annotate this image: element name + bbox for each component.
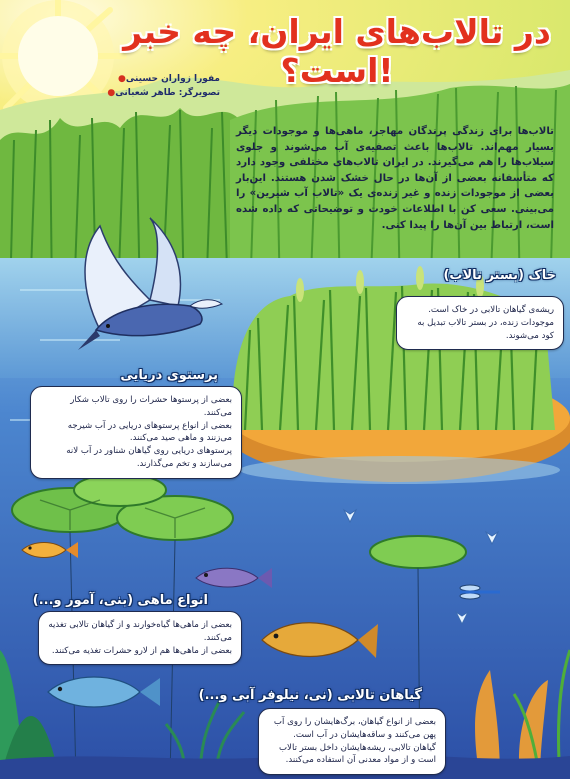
fish-line-2: بعضی از ماهی‌ها هم از لارو حشرات تغذیه می‌کنند. xyxy=(51,645,232,656)
plants-line-1: بعضی از انواع گیاهان، برگ‌هایشان را روی آب پهن می‌کنند و ساقه‌هایشان در آب است. xyxy=(273,717,436,740)
tern-callout xyxy=(30,386,242,479)
tern-line-1: بعضی از پرستوها حشرات را روی تالاب شکار می‌کنند. xyxy=(70,395,232,418)
bullet-icon: ● xyxy=(118,74,126,84)
tern-heading: پرستوی دریایی xyxy=(120,368,218,383)
plants-heading: گیاهان تالابی (نی، نیلوفر آبی و...) xyxy=(198,688,422,703)
fish-callout xyxy=(38,611,242,665)
soil-text: ریشه‌ی گیاهان تالابی در خاک است. موجودات زنده، در بستر تالاب تبدیل به کود می‌شوند. xyxy=(417,305,554,341)
intro-paragraph: تالاب‌ها برای زندگی پرندگان مهاجر، ماهی‌ها و موجودات دیگر بسیار مهم‌اند. تالاب‌ها باعث تصفیه‌ی آب می‌شوند و جلوی سیلاب‌ها را هم می‌گیرند. در ایران تالاب‌های مختلفی وجود دارد که متأسفانه بعضی از آن‌ها در حال خشک شدن هستند. این‌بار بعضی از موجودات زنده و غیر زنده‌ی یک «تالاب آب شیرین» را می‌بینی. سعی کن با اطلاعات خودت و توضیحاتی که داده شده است، ارتباط بین آن‌ها را پیدا کنی. xyxy=(236,126,554,231)
tern-line-2: بعضی از انواع پرستوهای دریایی در آب شیرجه می‌زنند و ماهی صید می‌کنند. xyxy=(67,420,232,444)
plants-line-2: گیاهان تالابی، ریشه‌هایشان داخل بستر تالاب است و از مواد معدنی آن استفاده می‌کنند. xyxy=(278,742,436,766)
fish-heading: انواع ماهی (بنی، آمور و...) xyxy=(32,593,208,608)
soil-heading: خاک (بستر تالاب) xyxy=(443,268,556,283)
bullet-icon: ● xyxy=(107,88,116,98)
author-credit: مفورا زواران حسینی xyxy=(125,74,220,84)
credits xyxy=(40,72,220,100)
soil-callout xyxy=(396,296,564,350)
fish-line-1: بعضی از ماهی‌ها گیاه‌خوارند و از گیاهان تالابی تغذیه می‌کنند. xyxy=(48,620,232,643)
illustrator-credit: تصویرگر: طاهر شعبانی xyxy=(115,88,220,98)
plants-callout xyxy=(258,708,446,775)
page-title: در تالاب‌های ایران، چه خبر است؟! xyxy=(123,12,551,90)
tern-line-3: پرستوهای دریایی روی گیاهان شناور در آب لانه می‌سازند و تخم می‌گذارند. xyxy=(66,446,232,469)
